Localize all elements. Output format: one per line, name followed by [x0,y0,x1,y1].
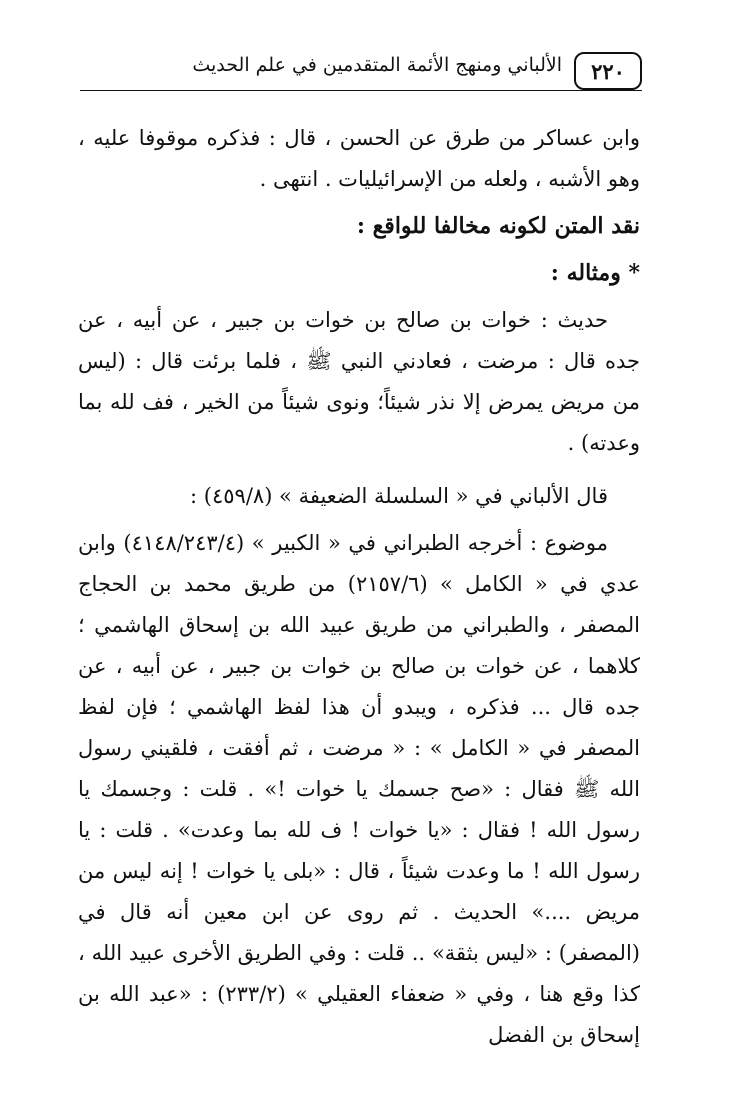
spacer [78,464,640,476]
paragraph-continuation: وابن عساكر من طرق عن الحسن ، قال : فذكره موقوفا عليه ، وهو الأشبه ، ولعله من الإسرائيليات . انتهى . [78,126,640,191]
hadith-paragraph: حديث : خوات بن صالح بن خوات بن جبير ، عن أبيه ، عن جده قال : مرضت ، فعادني النبي ﷺ ، فلما برئت قال : (ليس من مريض يمرض إلا نذر شيئاً؛ ونوى شيئاً من الخير ، فف لله بما وعدته) . [78,308,640,455]
page-body [78,118,640,1056]
page-header [80,52,642,96]
header-rule [80,90,642,91]
takhrij-paragraph: موضوع : أخرجه الطبراني في « الكبير » (٤١٤٨/٢٤٣/٤) وابن عدي في « الكامل » (٢١٥٧/٦) من طريق محمد بن الحجاج المصفر ، والطبراني من طريق عبيد الله بن إسحاق الهاشمي ؛ كلاهما ، عن خوات بن صالح بن خوات بن جبير ، عن أبيه ، عن جده قال ... فذكره ، ويبدو أن هذا لفظ الهاشمي ؛ فإن لفظ المصفر في « الكامل » : « مرضت ، ثم أفقت ، فلقيني رسول الله ﷺ فقال : «صح جسمك يا خوات !» . قلت : وجسمك يا رسول الله ! فقال : «يا خوات ! ف لله بما وعدت» . قلت : يا رسول الله ! ما وعدت شيئاً ، قال : «بلى يا خوات ! إنه ليس من مريض ....» الحديث . ثم روى عن ابن معين أنه قال في (المصفر) : «ليس بثقة» .. قلت : وفي الطريق الأخرى عبيد الله ، كذا وقع هنا ، وفي « ضعفاء العقيلي » (٢٣٣/٢) : «عبد الله بن إسحاق بن الفضل [78,531,640,1047]
example-heading: * ومثاله : [550,260,640,286]
page-number: ٢٢٠ [574,52,642,90]
section-heading: نقد المتن لكونه مخالفا للواقع : [356,213,640,239]
running-title: الألباني ومنهج الأئمة المتقدمين في علم الحديث [192,54,562,76]
albani-citation: قال الألباني في « السلسلة الضعيفة » (٤٥٩/٨) : [190,484,608,508]
